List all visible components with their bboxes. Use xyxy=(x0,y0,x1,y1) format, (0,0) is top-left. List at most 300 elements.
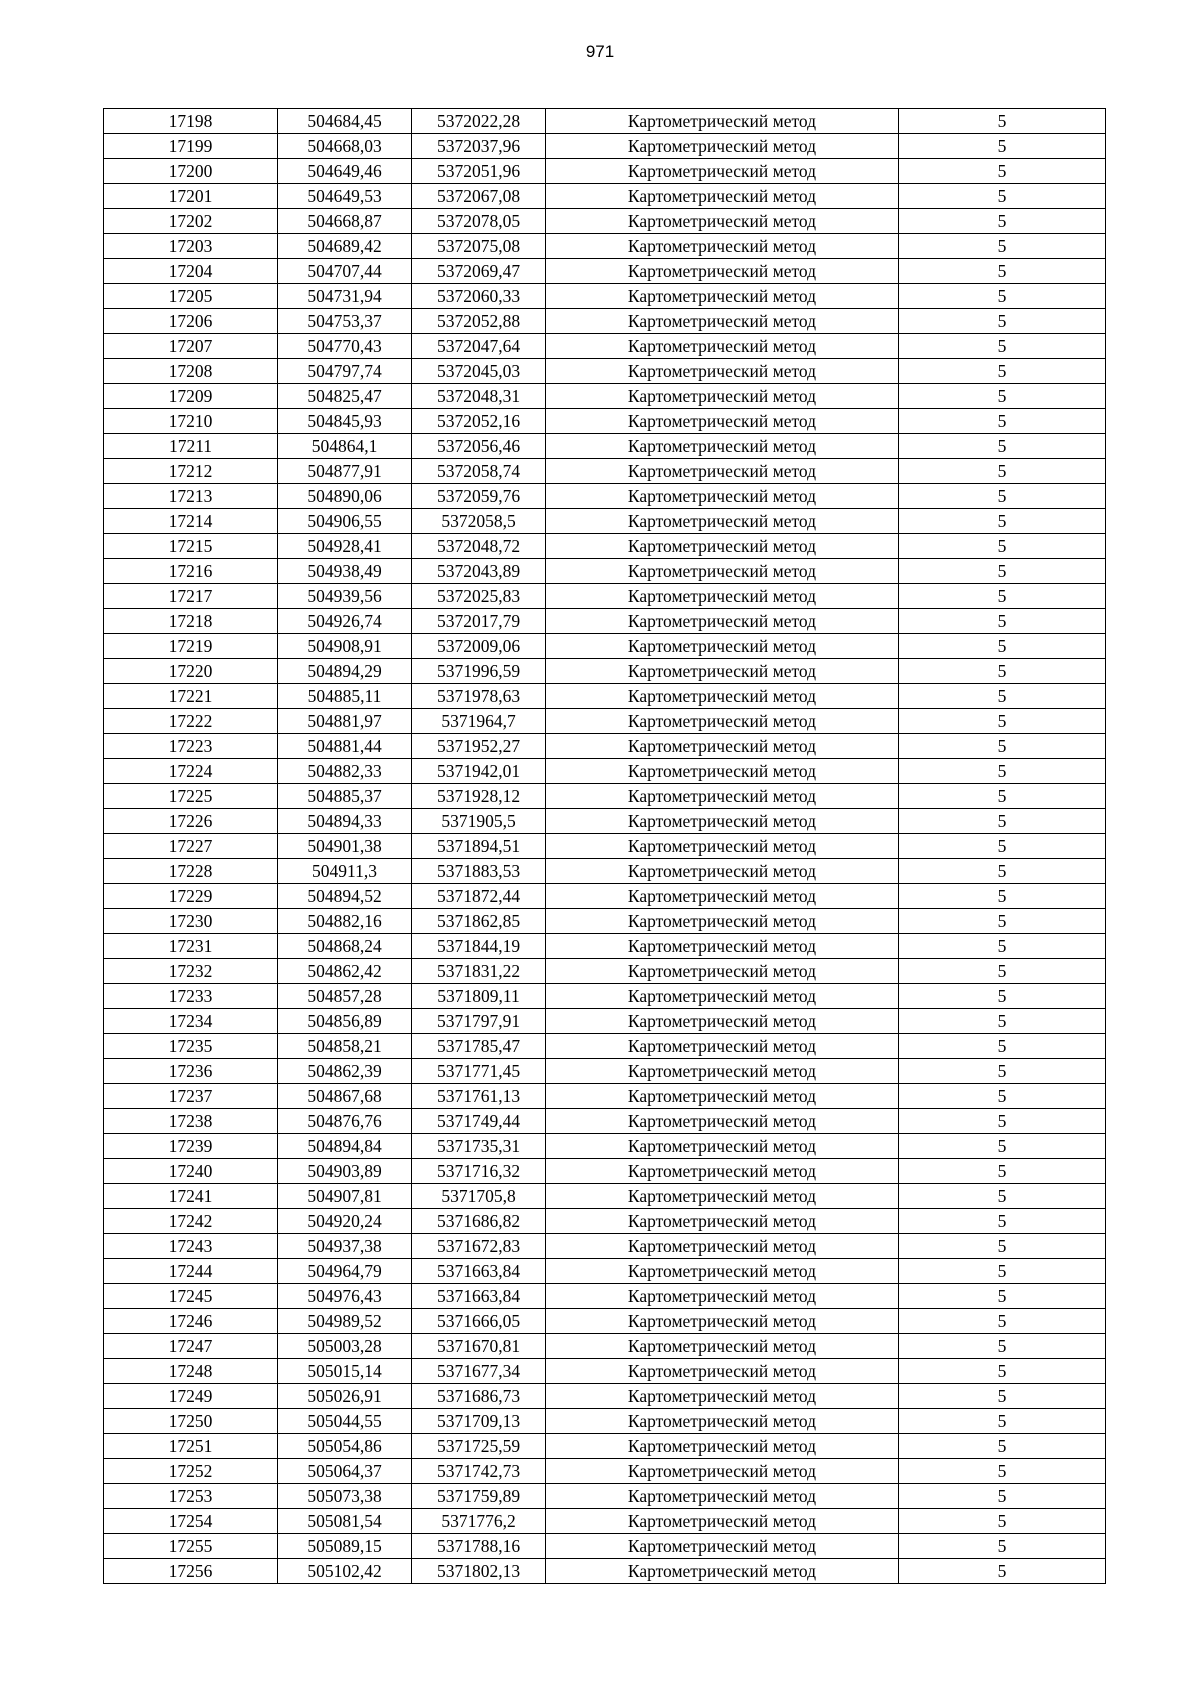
x-coordinate-cell: 504707,44 xyxy=(278,259,412,284)
y-coordinate-cell: 5371905,5 xyxy=(412,809,546,834)
table-row xyxy=(104,109,1106,134)
point-number-cell: 17227 xyxy=(104,834,278,859)
y-coordinate-cell: 5371735,31 xyxy=(412,1134,546,1159)
accuracy-cell: 5 xyxy=(899,1234,1106,1259)
point-number-cell: 17233 xyxy=(104,984,278,1009)
accuracy-cell: 5 xyxy=(899,884,1106,909)
method-cell: Картометрический метод xyxy=(546,1459,899,1484)
table-row xyxy=(104,984,1106,1009)
accuracy-cell: 5 xyxy=(899,1409,1106,1434)
method-cell: Картометрический метод xyxy=(546,259,899,284)
x-coordinate-cell: 504901,38 xyxy=(278,834,412,859)
accuracy-cell: 5 xyxy=(899,1134,1106,1159)
accuracy-cell: 5 xyxy=(899,909,1106,934)
accuracy-cell: 5 xyxy=(899,1159,1106,1184)
point-number-cell: 17208 xyxy=(104,359,278,384)
method-cell: Картометрический метод xyxy=(546,1159,899,1184)
method-cell: Картометрический метод xyxy=(546,959,899,984)
y-coordinate-cell: 5371964,7 xyxy=(412,709,546,734)
table-row xyxy=(104,884,1106,909)
x-coordinate-cell: 505003,28 xyxy=(278,1334,412,1359)
method-cell: Картометрический метод xyxy=(546,534,899,559)
accuracy-cell: 5 xyxy=(899,434,1106,459)
x-coordinate-cell: 504825,47 xyxy=(278,384,412,409)
x-coordinate-cell: 504689,42 xyxy=(278,234,412,259)
accuracy-cell: 5 xyxy=(899,134,1106,159)
table-row xyxy=(104,809,1106,834)
y-coordinate-cell: 5372067,08 xyxy=(412,184,546,209)
table-row xyxy=(104,709,1106,734)
accuracy-cell: 5 xyxy=(899,1184,1106,1209)
accuracy-cell: 5 xyxy=(899,709,1106,734)
y-coordinate-cell: 5371670,81 xyxy=(412,1334,546,1359)
table-row xyxy=(104,134,1106,159)
accuracy-cell: 5 xyxy=(899,1484,1106,1509)
table-row xyxy=(104,759,1106,784)
point-number-cell: 17211 xyxy=(104,434,278,459)
point-number-cell: 17239 xyxy=(104,1134,278,1159)
point-number-cell: 17204 xyxy=(104,259,278,284)
y-coordinate-cell: 5371797,91 xyxy=(412,1009,546,1034)
x-coordinate-cell: 505064,37 xyxy=(278,1459,412,1484)
y-coordinate-cell: 5371686,73 xyxy=(412,1384,546,1409)
accuracy-cell: 5 xyxy=(899,259,1106,284)
x-coordinate-cell: 504976,43 xyxy=(278,1284,412,1309)
table-row xyxy=(104,1134,1106,1159)
x-coordinate-cell: 504868,24 xyxy=(278,934,412,959)
method-cell: Картометрический метод xyxy=(546,1284,899,1309)
y-coordinate-cell: 5372048,31 xyxy=(412,384,546,409)
method-cell: Картометрический метод xyxy=(546,884,899,909)
accuracy-cell: 5 xyxy=(899,459,1106,484)
y-coordinate-cell: 5371802,13 xyxy=(412,1559,546,1584)
method-cell: Картометрический метод xyxy=(546,1209,899,1234)
y-coordinate-cell: 5372060,33 xyxy=(412,284,546,309)
table-row xyxy=(104,684,1106,709)
y-coordinate-cell: 5371759,89 xyxy=(412,1484,546,1509)
x-coordinate-cell: 504731,94 xyxy=(278,284,412,309)
page-number: 971 xyxy=(585,42,615,61)
accuracy-cell: 5 xyxy=(899,1034,1106,1059)
y-coordinate-cell: 5371978,63 xyxy=(412,684,546,709)
point-number-cell: 17198 xyxy=(104,109,278,134)
point-number-cell: 17220 xyxy=(104,659,278,684)
accuracy-cell: 5 xyxy=(899,1534,1106,1559)
x-coordinate-cell: 504964,79 xyxy=(278,1259,412,1284)
method-cell: Картометрический метод xyxy=(546,559,899,584)
accuracy-cell: 5 xyxy=(899,934,1106,959)
x-coordinate-cell: 505044,55 xyxy=(278,1409,412,1434)
x-coordinate-cell: 504862,42 xyxy=(278,959,412,984)
method-cell: Картометрический метод xyxy=(546,509,899,534)
table-row xyxy=(104,1284,1106,1309)
point-number-cell: 17217 xyxy=(104,584,278,609)
x-coordinate-cell: 504926,74 xyxy=(278,609,412,634)
method-cell: Картометрический метод xyxy=(546,1509,899,1534)
y-coordinate-cell: 5371663,84 xyxy=(412,1259,546,1284)
method-cell: Картометрический метод xyxy=(546,234,899,259)
y-coordinate-cell: 5371952,27 xyxy=(412,734,546,759)
y-coordinate-cell: 5372047,64 xyxy=(412,334,546,359)
point-number-cell: 17218 xyxy=(104,609,278,634)
accuracy-cell: 5 xyxy=(899,109,1106,134)
point-number-cell: 17199 xyxy=(104,134,278,159)
method-cell: Картометрический метод xyxy=(546,834,899,859)
x-coordinate-cell: 504989,52 xyxy=(278,1309,412,1334)
point-number-cell: 17244 xyxy=(104,1259,278,1284)
y-coordinate-cell: 5372045,03 xyxy=(412,359,546,384)
point-number-cell: 17234 xyxy=(104,1009,278,1034)
table-row xyxy=(104,1384,1106,1409)
point-number-cell: 17219 xyxy=(104,634,278,659)
accuracy-cell: 5 xyxy=(899,1359,1106,1384)
x-coordinate-cell: 504797,74 xyxy=(278,359,412,384)
method-cell: Картометрический метод xyxy=(546,1359,899,1384)
accuracy-cell: 5 xyxy=(899,1284,1106,1309)
method-cell: Картометрический метод xyxy=(546,109,899,134)
accuracy-cell: 5 xyxy=(899,1384,1106,1409)
table-row xyxy=(104,459,1106,484)
point-number-cell: 17226 xyxy=(104,809,278,834)
point-number-cell: 17209 xyxy=(104,384,278,409)
method-cell: Картометрический метод xyxy=(546,384,899,409)
x-coordinate-cell: 505015,14 xyxy=(278,1359,412,1384)
point-number-cell: 17203 xyxy=(104,234,278,259)
table-row xyxy=(104,1409,1106,1434)
y-coordinate-cell: 5371761,13 xyxy=(412,1084,546,1109)
x-coordinate-cell: 504885,37 xyxy=(278,784,412,809)
point-number-cell: 17237 xyxy=(104,1084,278,1109)
method-cell: Картометрический метод xyxy=(546,809,899,834)
x-coordinate-cell: 505102,42 xyxy=(278,1559,412,1584)
y-coordinate-cell: 5372052,88 xyxy=(412,309,546,334)
method-cell: Картометрический метод xyxy=(546,459,899,484)
method-cell: Картометрический метод xyxy=(546,1134,899,1159)
method-cell: Картометрический метод xyxy=(546,1234,899,1259)
table-row xyxy=(104,284,1106,309)
x-coordinate-cell: 504890,06 xyxy=(278,484,412,509)
method-cell: Картометрический метод xyxy=(546,634,899,659)
method-cell: Картометрический метод xyxy=(546,1409,899,1434)
table-row xyxy=(104,509,1106,534)
method-cell: Картометрический метод xyxy=(546,1334,899,1359)
coordinates-table xyxy=(103,108,1106,1584)
table-row xyxy=(104,259,1106,284)
coordinates-table-body xyxy=(104,109,1106,1584)
y-coordinate-cell: 5371831,22 xyxy=(412,959,546,984)
method-cell: Картометрический метод xyxy=(546,784,899,809)
method-cell: Картометрический метод xyxy=(546,284,899,309)
y-coordinate-cell: 5372078,05 xyxy=(412,209,546,234)
table-row xyxy=(104,1034,1106,1059)
table-row xyxy=(104,1109,1106,1134)
accuracy-cell: 5 xyxy=(899,759,1106,784)
x-coordinate-cell: 504938,49 xyxy=(278,559,412,584)
y-coordinate-cell: 5371928,12 xyxy=(412,784,546,809)
table-row xyxy=(104,1234,1106,1259)
point-number-cell: 17221 xyxy=(104,684,278,709)
point-number-cell: 17216 xyxy=(104,559,278,584)
y-coordinate-cell: 5371666,05 xyxy=(412,1309,546,1334)
table-row xyxy=(104,1359,1106,1384)
table-row xyxy=(104,784,1106,809)
table-row xyxy=(104,234,1106,259)
point-number-cell: 17225 xyxy=(104,784,278,809)
y-coordinate-cell: 5371742,73 xyxy=(412,1459,546,1484)
table-row xyxy=(104,959,1106,984)
table-row xyxy=(104,1484,1106,1509)
point-number-cell: 17232 xyxy=(104,959,278,984)
accuracy-cell: 5 xyxy=(899,234,1106,259)
accuracy-cell: 5 xyxy=(899,159,1106,184)
table-row xyxy=(104,1559,1106,1584)
accuracy-cell: 5 xyxy=(899,359,1106,384)
accuracy-cell: 5 xyxy=(899,634,1106,659)
y-coordinate-cell: 5372059,76 xyxy=(412,484,546,509)
point-number-cell: 17200 xyxy=(104,159,278,184)
method-cell: Картометрический метод xyxy=(546,659,899,684)
point-number-cell: 17249 xyxy=(104,1384,278,1409)
point-number-cell: 17250 xyxy=(104,1409,278,1434)
method-cell: Картометрический метод xyxy=(546,309,899,334)
table-row xyxy=(104,1084,1106,1109)
point-number-cell: 17231 xyxy=(104,934,278,959)
x-coordinate-cell: 504770,43 xyxy=(278,334,412,359)
x-coordinate-cell: 504881,44 xyxy=(278,734,412,759)
point-number-cell: 17254 xyxy=(104,1509,278,1534)
x-coordinate-cell: 504856,89 xyxy=(278,1009,412,1034)
point-number-cell: 17242 xyxy=(104,1209,278,1234)
method-cell: Картометрический метод xyxy=(546,734,899,759)
point-number-cell: 17202 xyxy=(104,209,278,234)
accuracy-cell: 5 xyxy=(899,1434,1106,1459)
y-coordinate-cell: 5371883,53 xyxy=(412,859,546,884)
method-cell: Картометрический метод xyxy=(546,1009,899,1034)
accuracy-cell: 5 xyxy=(899,1209,1106,1234)
method-cell: Картометрический метод xyxy=(546,909,899,934)
method-cell: Картометрический метод xyxy=(546,159,899,184)
y-coordinate-cell: 5371686,82 xyxy=(412,1209,546,1234)
table-row xyxy=(104,584,1106,609)
accuracy-cell: 5 xyxy=(899,684,1106,709)
y-coordinate-cell: 5372048,72 xyxy=(412,534,546,559)
point-number-cell: 17229 xyxy=(104,884,278,909)
y-coordinate-cell: 5371942,01 xyxy=(412,759,546,784)
table-row xyxy=(104,1509,1106,1534)
table-row xyxy=(104,734,1106,759)
table-row xyxy=(104,1209,1106,1234)
y-coordinate-cell: 5371677,34 xyxy=(412,1359,546,1384)
accuracy-cell: 5 xyxy=(899,959,1106,984)
method-cell: Картометрический метод xyxy=(546,1559,899,1584)
table-row xyxy=(104,659,1106,684)
accuracy-cell: 5 xyxy=(899,809,1106,834)
table-row xyxy=(104,334,1106,359)
table-row xyxy=(104,1259,1106,1284)
y-coordinate-cell: 5371788,16 xyxy=(412,1534,546,1559)
point-number-cell: 17240 xyxy=(104,1159,278,1184)
x-coordinate-cell: 504903,89 xyxy=(278,1159,412,1184)
point-number-cell: 17212 xyxy=(104,459,278,484)
x-coordinate-cell: 504753,37 xyxy=(278,309,412,334)
table-row xyxy=(104,1459,1106,1484)
x-coordinate-cell: 504894,29 xyxy=(278,659,412,684)
table-row xyxy=(104,634,1106,659)
y-coordinate-cell: 5371771,45 xyxy=(412,1059,546,1084)
method-cell: Картометрический метод xyxy=(546,1309,899,1334)
y-coordinate-cell: 5371996,59 xyxy=(412,659,546,684)
x-coordinate-cell: 504882,33 xyxy=(278,759,412,784)
table-row xyxy=(104,1184,1106,1209)
y-coordinate-cell: 5372017,79 xyxy=(412,609,546,634)
accuracy-cell: 5 xyxy=(899,1059,1106,1084)
method-cell: Картометрический метод xyxy=(546,434,899,459)
table-row xyxy=(104,484,1106,509)
accuracy-cell: 5 xyxy=(899,184,1106,209)
table-row xyxy=(104,159,1106,184)
point-number-cell: 17206 xyxy=(104,309,278,334)
x-coordinate-cell: 505073,38 xyxy=(278,1484,412,1509)
method-cell: Картометрический метод xyxy=(546,1434,899,1459)
method-cell: Картометрический метод xyxy=(546,1259,899,1284)
x-coordinate-cell: 505054,86 xyxy=(278,1434,412,1459)
x-coordinate-cell: 504857,28 xyxy=(278,984,412,1009)
x-coordinate-cell: 504894,52 xyxy=(278,884,412,909)
x-coordinate-cell: 504882,16 xyxy=(278,909,412,934)
x-coordinate-cell: 505026,91 xyxy=(278,1384,412,1409)
method-cell: Картометрический метод xyxy=(546,1059,899,1084)
point-number-cell: 17222 xyxy=(104,709,278,734)
method-cell: Картометрический метод xyxy=(546,184,899,209)
method-cell: Картометрический метод xyxy=(546,759,899,784)
method-cell: Картометрический метод xyxy=(546,709,899,734)
y-coordinate-cell: 5371785,47 xyxy=(412,1034,546,1059)
table-row xyxy=(104,1009,1106,1034)
x-coordinate-cell: 504876,76 xyxy=(278,1109,412,1134)
point-number-cell: 17252 xyxy=(104,1459,278,1484)
point-number-cell: 17215 xyxy=(104,534,278,559)
x-coordinate-cell: 504858,21 xyxy=(278,1034,412,1059)
y-coordinate-cell: 5372058,74 xyxy=(412,459,546,484)
method-cell: Картометрический метод xyxy=(546,1384,899,1409)
point-number-cell: 17205 xyxy=(104,284,278,309)
accuracy-cell: 5 xyxy=(899,1009,1106,1034)
x-coordinate-cell: 504911,3 xyxy=(278,859,412,884)
point-number-cell: 17210 xyxy=(104,409,278,434)
x-coordinate-cell: 504668,03 xyxy=(278,134,412,159)
table-row xyxy=(104,359,1106,384)
point-number-cell: 17201 xyxy=(104,184,278,209)
y-coordinate-cell: 5372075,08 xyxy=(412,234,546,259)
point-number-cell: 17236 xyxy=(104,1059,278,1084)
accuracy-cell: 5 xyxy=(899,1309,1106,1334)
accuracy-cell: 5 xyxy=(899,834,1106,859)
y-coordinate-cell: 5371749,44 xyxy=(412,1109,546,1134)
point-number-cell: 17213 xyxy=(104,484,278,509)
method-cell: Картометрический метод xyxy=(546,934,899,959)
accuracy-cell: 5 xyxy=(899,609,1106,634)
table-row xyxy=(104,834,1106,859)
point-number-cell: 17247 xyxy=(104,1334,278,1359)
table-row xyxy=(104,209,1106,234)
table-row xyxy=(104,934,1106,959)
x-coordinate-cell: 505089,15 xyxy=(278,1534,412,1559)
x-coordinate-cell: 504862,39 xyxy=(278,1059,412,1084)
x-coordinate-cell: 504877,91 xyxy=(278,459,412,484)
y-coordinate-cell: 5371663,84 xyxy=(412,1284,546,1309)
accuracy-cell: 5 xyxy=(899,1459,1106,1484)
y-coordinate-cell: 5372043,89 xyxy=(412,559,546,584)
method-cell: Картометрический метод xyxy=(546,984,899,1009)
point-number-cell: 17207 xyxy=(104,334,278,359)
method-cell: Картометрический метод xyxy=(546,1184,899,1209)
y-coordinate-cell: 5371862,85 xyxy=(412,909,546,934)
y-coordinate-cell: 5372037,96 xyxy=(412,134,546,159)
table-row xyxy=(104,1059,1106,1084)
y-coordinate-cell: 5372069,47 xyxy=(412,259,546,284)
y-coordinate-cell: 5372056,46 xyxy=(412,434,546,459)
method-cell: Картометрический метод xyxy=(546,1484,899,1509)
method-cell: Картометрический метод xyxy=(546,1034,899,1059)
table-row xyxy=(104,384,1106,409)
method-cell: Картометрический метод xyxy=(546,1109,899,1134)
y-coordinate-cell: 5371894,51 xyxy=(412,834,546,859)
x-coordinate-cell: 504894,84 xyxy=(278,1134,412,1159)
point-number-cell: 17255 xyxy=(104,1534,278,1559)
x-coordinate-cell: 504684,45 xyxy=(278,109,412,134)
table-row xyxy=(104,1334,1106,1359)
y-coordinate-cell: 5371672,83 xyxy=(412,1234,546,1259)
accuracy-cell: 5 xyxy=(899,1559,1106,1584)
y-coordinate-cell: 5372051,96 xyxy=(412,159,546,184)
point-number-cell: 17248 xyxy=(104,1359,278,1384)
accuracy-cell: 5 xyxy=(899,659,1106,684)
y-coordinate-cell: 5372025,83 xyxy=(412,584,546,609)
table-row xyxy=(104,534,1106,559)
accuracy-cell: 5 xyxy=(899,409,1106,434)
accuracy-cell: 5 xyxy=(899,1259,1106,1284)
table-row xyxy=(104,559,1106,584)
accuracy-cell: 5 xyxy=(899,859,1106,884)
accuracy-cell: 5 xyxy=(899,309,1106,334)
x-coordinate-cell: 504937,38 xyxy=(278,1234,412,1259)
accuracy-cell: 5 xyxy=(899,384,1106,409)
method-cell: Картометрический метод xyxy=(546,409,899,434)
point-number-cell: 17241 xyxy=(104,1184,278,1209)
table-row xyxy=(104,1534,1106,1559)
y-coordinate-cell: 5371776,2 xyxy=(412,1509,546,1534)
table-row xyxy=(104,1309,1106,1334)
method-cell: Картометрический метод xyxy=(546,134,899,159)
y-coordinate-cell: 5372058,5 xyxy=(412,509,546,534)
x-coordinate-cell: 504939,56 xyxy=(278,584,412,609)
method-cell: Картометрический метод xyxy=(546,359,899,384)
table-row xyxy=(104,909,1106,934)
x-coordinate-cell: 504649,53 xyxy=(278,184,412,209)
method-cell: Картометрический метод xyxy=(546,1534,899,1559)
y-coordinate-cell: 5371705,8 xyxy=(412,1184,546,1209)
point-number-cell: 17253 xyxy=(104,1484,278,1509)
y-coordinate-cell: 5371844,19 xyxy=(412,934,546,959)
accuracy-cell: 5 xyxy=(899,1509,1106,1534)
accuracy-cell: 5 xyxy=(899,334,1106,359)
accuracy-cell: 5 xyxy=(899,784,1106,809)
x-coordinate-cell: 504906,55 xyxy=(278,509,412,534)
point-number-cell: 17246 xyxy=(104,1309,278,1334)
y-coordinate-cell: 5371709,13 xyxy=(412,1409,546,1434)
accuracy-cell: 5 xyxy=(899,984,1106,1009)
x-coordinate-cell: 504907,81 xyxy=(278,1184,412,1209)
